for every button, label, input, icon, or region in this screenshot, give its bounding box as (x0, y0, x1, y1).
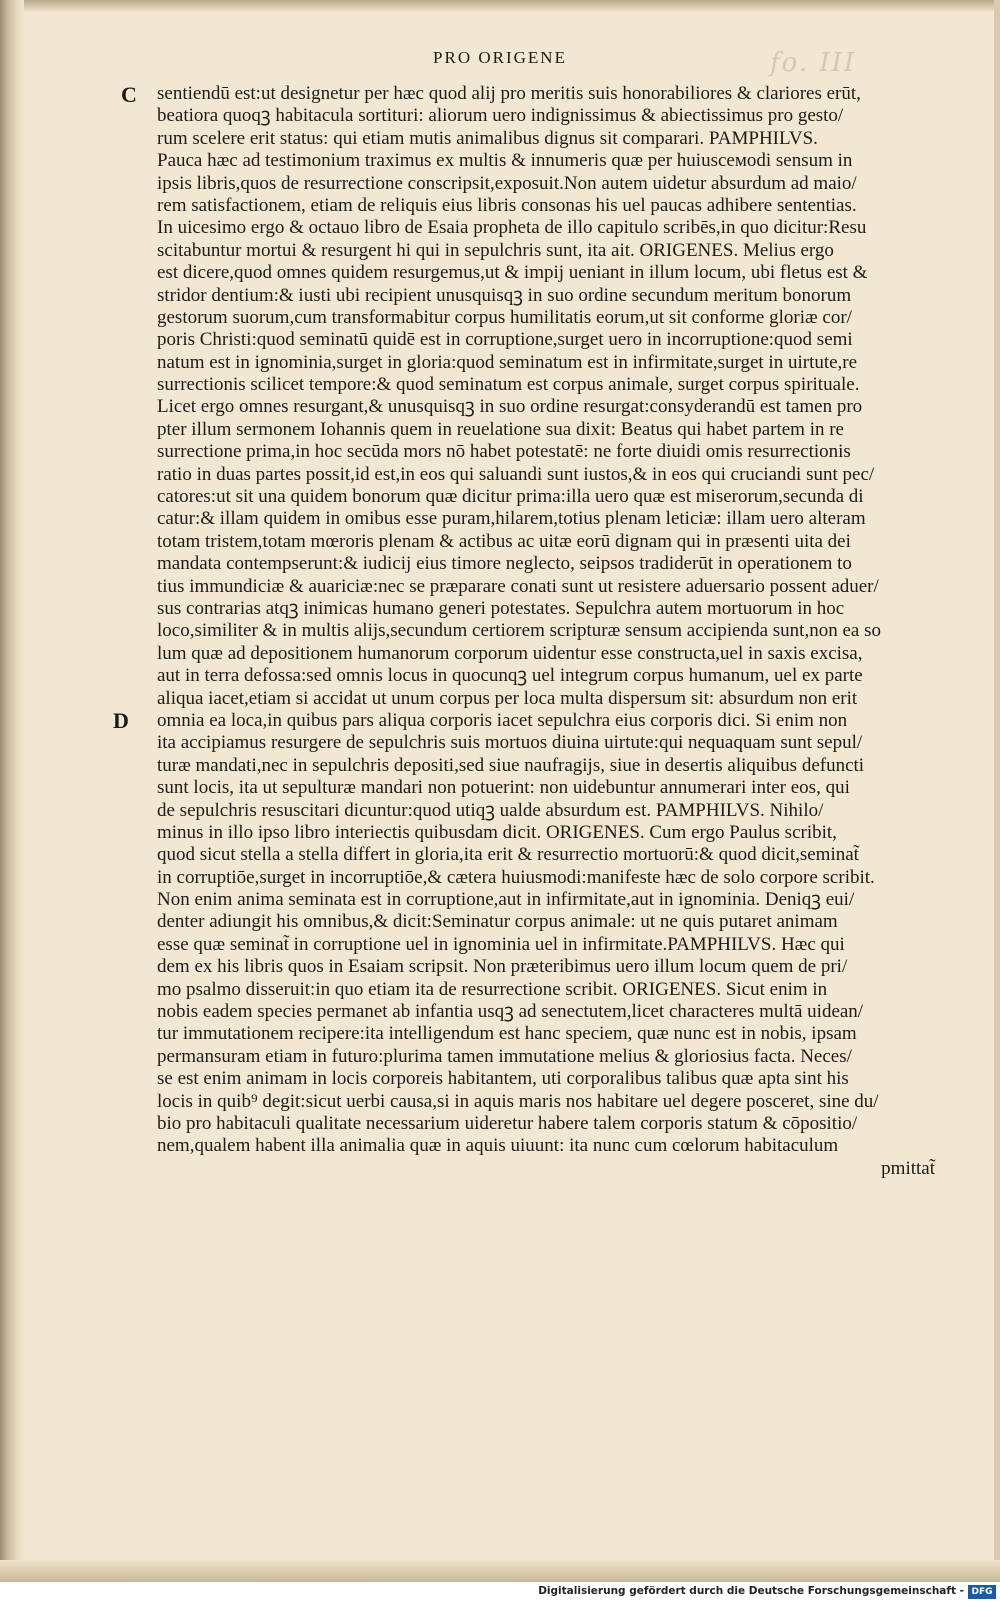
text-line: mo psalmo disseruit:in quo etiam ita de resurrectione scribit. ORIGENES. Sicut enim in (157, 978, 828, 1000)
text-line: nobis eadem species permanet ab infantia usqꝫ ad senectutem,licet characteres multā uidean/ (157, 1001, 864, 1023)
text-line: ita accipiamus resurgere de sepulchris suis mortuos diuina uirtute:qui nequaquam sunt sepul/ (157, 732, 863, 754)
text-line: rum scelere erit status: qui etiam mutis animalibus dignus sit comparari. PAMPHILVS. (157, 127, 818, 149)
page-edge-left (0, 0, 24, 1582)
page-edge-top (0, 0, 1000, 12)
body-text (157, 83, 935, 1180)
text-line: totam tristem,totam mœroris plenam & actibus ac uitæ eorū dignam qui in præsenti uita dei (157, 530, 851, 552)
text-line: permansuram etiam in futuro:plurima tamen immutatione melius & gloriosius facta. Neces/ (157, 1045, 852, 1067)
text-line: stridor dentium:& iusti ubi recipient unusquisqꝫ in suo ordine secundum meritum bonorum (157, 284, 852, 306)
text-line: surrectione prima,in hoc secūda mors nō habet potestatē: ne forte diuidi omis resurrectionis (157, 441, 851, 463)
margin-letter-c: C (121, 82, 137, 107)
text-line: tur immutationem recipere:ita intelligendum est hanc speciem, quæ nunc est in nobis, ipsam (157, 1023, 857, 1045)
text-line: Pauca hæc ad testimonium traximus ex multis & innumeris quæ per huiusceмodi sensum in (157, 150, 853, 172)
text-line: locis in quib⁹ degit:sicut uerbi causa,si in aquis maris nos habitare uel degere posceret, sine du/ (157, 1090, 879, 1112)
text-line: tius immundiciæ & auariciæ:nec se præparare conati sunt ut resistere aduersario possent aduer/ (157, 575, 879, 597)
text-line: In uicesimo ergo & octauo libro de Esaia propheta de illo capitulo scribēs,in quo dicitur:Resu (157, 217, 867, 239)
text-line: esse quæ seminat̃ in corruptione uel in ignominia uel in infirmitate.PAMPHILVS. Hæc qui (157, 933, 845, 955)
text-line: ratio in duas partes possit,id est,in eos qui saluandi sunt iustos,& in eos qui cruciandi sunt pec/ (157, 463, 875, 485)
margin-letter-d: D (113, 708, 129, 733)
text-line: catur:& illam quidem in omibus esse puram,hilarem,totius plenam leticiæ: illam uero alteram (157, 508, 866, 530)
text-line: minus in illo ipso libro interiectis quibusdam dicit. ORIGENES. Cum ergo Paulus scribit, (157, 821, 837, 843)
text-line: rem satisfactionem, etiam de reliquis eius libris consonas his uel paucas adhibere sententias. (157, 194, 857, 216)
text-line: est dicere,quod omnes quidem resurgemus,ut & impij ueniant in illum locum, ubi fletus est & (157, 262, 868, 284)
text-line: beatiora quoqꝫ habitacula sortituri: aliorum uero indignissimus & abiectissimus pro gesto/ (157, 105, 844, 127)
text-line: quod sicut stella a stella differt in gloria,ita erit & resurrectio mortuorū:& quod dicit,seminat̃ (157, 844, 859, 866)
text-line: nem,qualem habent illa animalia quæ in aquis uiuunt: ita nunc cum cœlorum habitaculum (157, 1135, 839, 1157)
text-line: ipsis libris,quos de resurrectione conscripsit,exposuit.Non autem uidetur absurdum ad maio/ (157, 172, 857, 194)
text-line: aut in terra defossa:sed omnis locus in quocunqꝫ uel integrum corpus humanum, uel ex parte (157, 665, 863, 687)
text-line: turæ mandati,nec in sepulchris depositi,sed siue naufragijs, siue in desertis aliquibus defuncti (157, 754, 865, 776)
text-line: surrectionis scilicet tempore:& quod seminatum est corpus animale, surget corpus spirituale. (157, 374, 860, 396)
catchword: pmittat̃ (881, 1157, 935, 1179)
digitization-credit: Digitalisierung gefördert durch die Deutsche Forschungsgemeinschaft - (538, 1585, 964, 1597)
text-line: Licet ergo omnes resurgant,& unusquisqꝫ in suo ordine resurgat:consyderandū est tamen pro (157, 396, 863, 418)
text-line: mandata contempserunt:& iudicij eius timore neglecto, seipsos tradiderūt in operationem to (157, 553, 852, 575)
text-line: scitabuntur mortui & resurgent hi qui in sepulchris sunt, ita ait. ORIGENES. Melius ergo (157, 239, 834, 261)
text-line: sentiendū est:ut designetur per hæc quod alij pro meritis suis honorabiliores & clariores erūt, (157, 83, 861, 104)
text-line: natum est in ignominia,surget in gloria:quod seminatum est in infirmitate,surget in uirtute,re (157, 351, 858, 373)
text-line: de sepulchris resuscitari dicuntur:quod utiqꝫ ualde absurdum est. PAMPHILVS. Nihilo/ (157, 799, 824, 821)
running-head: PRO ORIGENE (433, 48, 567, 67)
text-line: gestorum suorum,cum transformabitur corpus humilitatis eorum,ut sit conforme gloriæ cor/ (157, 306, 852, 328)
faint-folio-number: fo. III (770, 48, 857, 78)
text-line: aliqua iacet,etiam si accidat ut unum corpus per loca multa dispersum sit: absurdum non erit (157, 687, 858, 709)
text-line: bio pro habitaculi qualitate necessarium uideretur habere talem corporis statum & cōpositio/ (157, 1112, 858, 1134)
dfg-logo: DFG (968, 1585, 996, 1599)
page-edge-right (994, 0, 1000, 1582)
text-line: dem ex his libris quos in Esaiam scripsit. Non præteribimus uero illum locum quem de pri/ (157, 956, 848, 978)
text-line: omnia ea loca,in quibus pars aliqua corporis iacet sepulchra eius corporis dici. Si enim non (157, 709, 848, 731)
text-line: lum quæ ad depositionem humanorum corporum uidentur esse constructa,uel in saxis excisa, (157, 642, 863, 664)
text-line: pter illum sermonem Iohannis quem in reuelatione sua dixit: Beatus qui habet partem in re (157, 418, 844, 440)
digitization-credit-bar (0, 1582, 1000, 1602)
text-line: poris Christi:quod seminatū quidē est in corruptione,surget uero in incorruptione:quod semi (157, 329, 853, 351)
text-line: in corruptiōe,surget in incorruptiōe,& cætera huiusmodi:manifeste hæc de solo corpore scribit. (157, 866, 875, 888)
text-line: se est enim animam in locis corporeis habitantem, uti corporalibus talibus quæ apta sint his (157, 1068, 849, 1090)
text-line: sunt locis, ita ut sepulturæ mandari non potuerint: non uidebuntur annumerari inter eos, qui (157, 777, 850, 799)
text-line: Non enim anima seminata est in corruptione,aut in infirmitate,aut in ignominia. Deniqꝫ eui/ (157, 889, 855, 911)
page-edge-bottom (0, 1560, 1000, 1582)
text-line: catores:ut sit una quidem bonorum quæ dicitur prima:illa uero quæ est miserorum,secunda di (157, 486, 864, 508)
text-line: denter adiungit his omnibus,& dicit:Seminatur corpus animale: ut ne quis putaret animam (157, 911, 838, 933)
text-line: sus contrarias atqꝫ inimicas humano generi potestates. Sepulchra autem mortuorum in hoc (157, 597, 845, 619)
text-line: loco,similiter & in multis alijs,secundum certiorem scripturæ sensum accipienda sunt,non ea so (157, 620, 881, 642)
